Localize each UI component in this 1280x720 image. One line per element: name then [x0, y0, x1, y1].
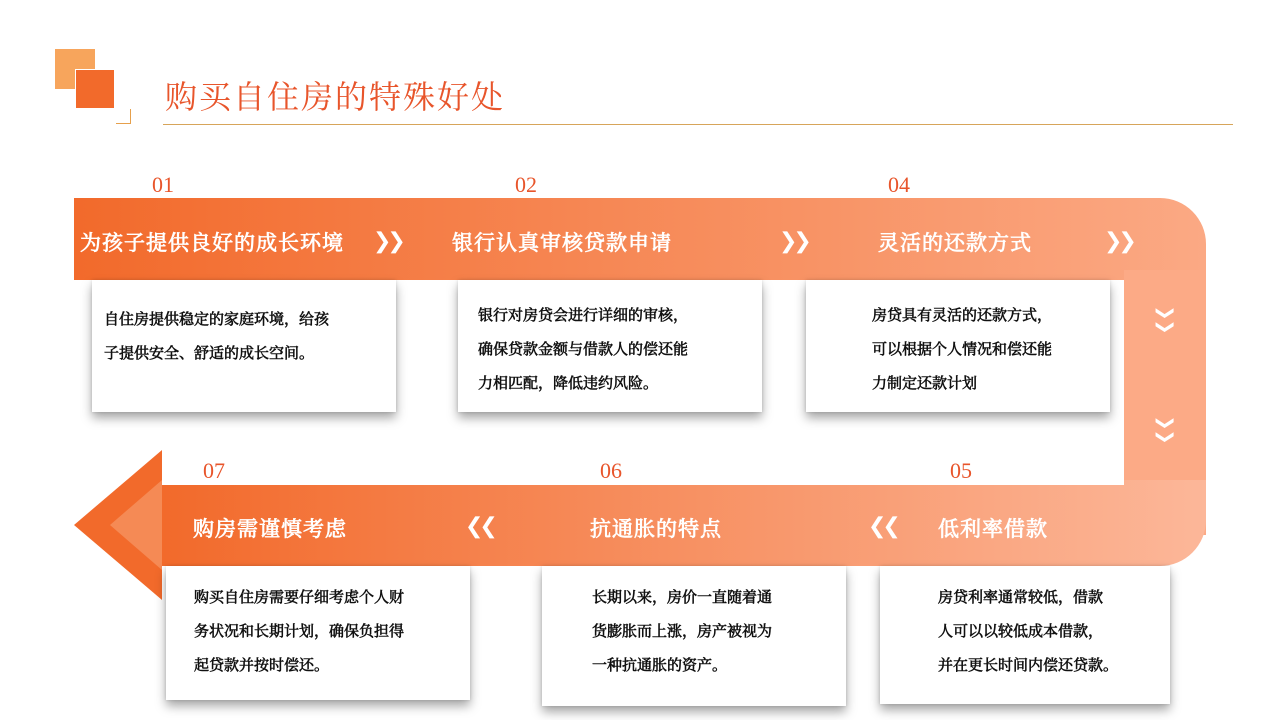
- step-card-text-01: 自住房提供稳定的家庭环境，给孩 子提供安全、舒适的成长空间。: [104, 310, 330, 362]
- left-chevron-icon: ❮❮: [868, 514, 897, 539]
- page-title: 购买自住房的特殊好处: [165, 78, 506, 116]
- step-card-06: [542, 566, 846, 706]
- step-number-04: 04: [888, 172, 910, 197]
- step-card-text-06: 长期以来，房价一直随着通 货膨胀而上涨，房产被视为 一种抗通胀的资产。: [592, 588, 773, 674]
- step-card-text-05: 房贷利率通常较低，借款 人可以以较低成本借款， 并在更长时间内偿还贷款。: [938, 588, 1119, 674]
- step-card-01: [92, 280, 396, 412]
- down-chevron-icon: ❯ ❯: [1155, 305, 1176, 335]
- step-card-02: [458, 280, 762, 412]
- step-number-01: 01: [152, 172, 174, 197]
- step-number-02: 02: [515, 172, 537, 197]
- step-card-text-07: 购买自住房需要仔细考虑个人财 务状况和长期计划，确保负担得 起贷款并按时偿还。: [194, 588, 405, 674]
- step-number-05: 05: [950, 458, 972, 483]
- right-chevron-icon: ❯❯: [779, 229, 808, 254]
- down-chevron-icon: ❯ ❯: [1155, 415, 1176, 445]
- step-card-07: [166, 566, 470, 700]
- step-card-text-04: 房贷具有灵活的还款方式， 可以根据个人情况和偿还能 力制定还款计划: [872, 306, 1053, 392]
- step-card-text-02: 银行对房贷会进行详细的审核， 确保贷款金额与借款人的偿还能 力相匹配，降低违约风险。: [478, 306, 689, 392]
- step-card-04: [806, 280, 1110, 412]
- step-label-07: 购房需谨慎考虑: [193, 516, 347, 541]
- right-chevron-icon: ❯❯: [373, 229, 402, 254]
- step-number-07: 07: [203, 458, 225, 483]
- step-number-06: 06: [600, 458, 622, 483]
- step-label-02: 银行认真审核贷款申请: [452, 230, 672, 255]
- step-label-05: 低利率借款: [938, 516, 1048, 541]
- step-label-06: 抗通胀的特点: [590, 516, 722, 541]
- right-chevron-icon: ❯❯: [1104, 229, 1133, 254]
- left-chevron-icon: ❮❮: [465, 514, 494, 539]
- step-label-01: 为孩子提供良好的成长环境: [80, 230, 344, 255]
- step-label-04: 灵活的还款方式: [878, 230, 1032, 255]
- step-card-05: [880, 566, 1170, 704]
